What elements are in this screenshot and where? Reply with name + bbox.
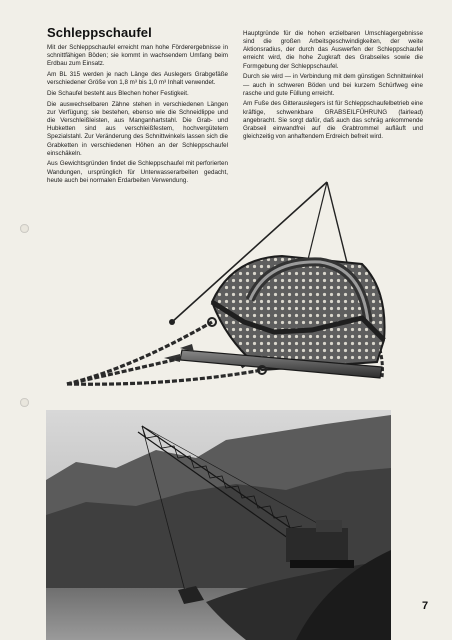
paragraph: Hauptgründe für die hohen erzielbaren Umschlagergebnisse sind die großen Arbeitsgeschwindigkeiten, der weite Aktionsradius, der durch das Auswerfen der Schleppschaufel erreicht wird, die hohe Zugkraft des Grabseiles sowie die Formgebung der Schleppschaufel. [243,30,423,70]
drag-bucket-illustration [62,172,402,408]
page-title: Schleppschaufel [47,25,152,40]
dragline-photo [46,410,391,640]
paragraph: Am BL 315 werden je nach Länge des Auslegers Grabgefäße verschiedener Größe von 1,8 m³ bis 1,0 m³ Inhalt verwendet. [47,71,228,87]
paragraph: Am Fuße des Gitterauslegers ist für Schleppschaufelbetrieb eine kräftige, schwenkbare GRABSEILFÜHRUNG (fairlead) angebracht. Sie sorgt dafür, daß auch das schräg ankommende Grabseil einwandfrei auf die Grabtrommel aufläuft und gleichzeitig von anhaftendem Erdreich befreit wird. [243,100,423,141]
left-text-column [47,44,228,187]
page-number: 7 [422,600,429,612]
binder-hole [20,398,29,407]
paragraph: Die auswechselbaren Zähne stehen in verschiedenen Längen zur Verfügung; sie bestehen, ebenso wie die Schneidlippe und die Verschleißleisten, aus Manganhartstahl. Die Grab- und Hubketten sind aus verschleißfestem, hochvergütetem Spezialstahl. Zur Veränderung des Schnittwinkels lassen sich die Grabketten in verschiedenen Höhen an der Schleppschaufel einschäkeln. [47,100,228,157]
paragraph: Aus Gewichtsgründen findet die Schleppschaufel mit perforierten Wandungen, ursprünglich für Unterwasserarbeiten gedacht, heute auch bei normalen Erdarbeiten Verwendung. [47,160,228,184]
paragraph: Durch sie wird — in Verbindung mit dem günstigen Schnittwinkel — auch in schweren Böden und bei kurzem Schürfweg eine rasche und gute Füllung erreicht. [243,73,423,97]
right-text-column [243,30,423,144]
paragraph: Die Schaufel besteht aus Blechen hoher Festigkeit. [47,89,189,97]
binder-hole [20,224,29,233]
paragraph: Mit der Schleppschaufel erreicht man hohe Förderergebnisse in schnittfähigen Böden; sie kommt in wachsendem Umfang beim Erdbau zum Einsatz. [47,44,228,68]
